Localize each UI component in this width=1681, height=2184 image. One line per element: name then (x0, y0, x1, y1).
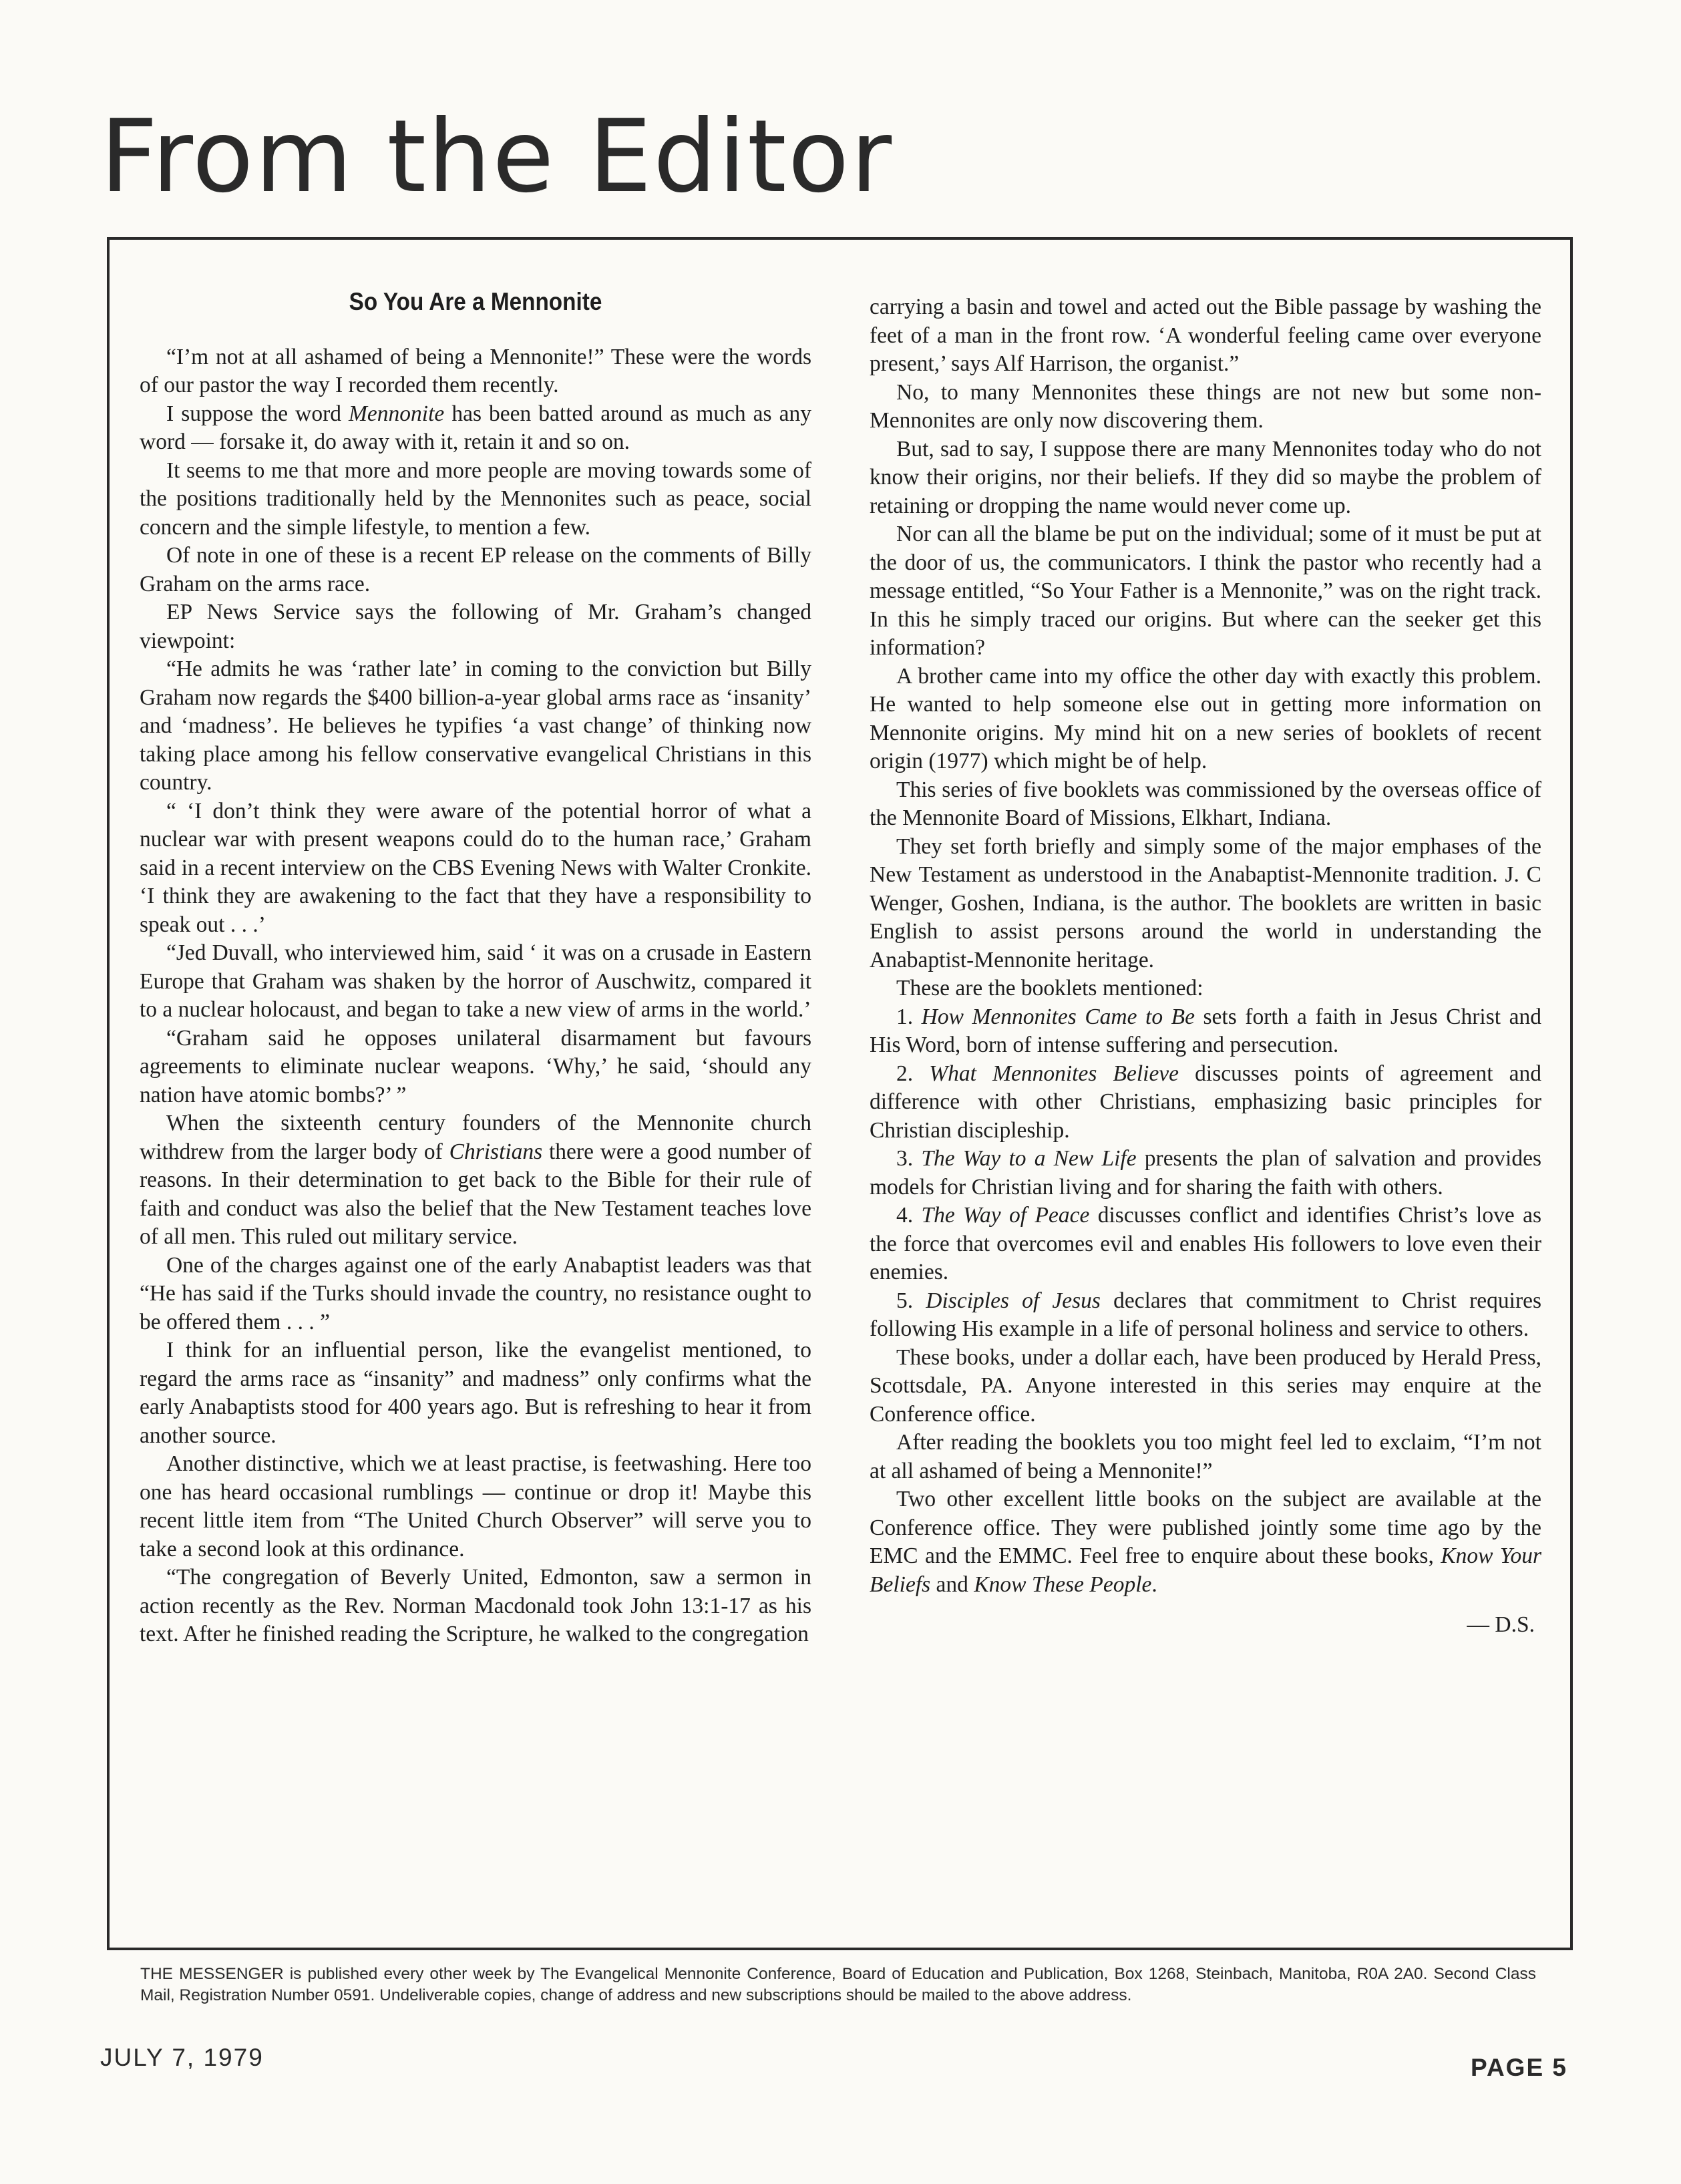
left-paragraphs (140, 343, 811, 1649)
masthead-title: From the Editor (100, 99, 894, 215)
italic-title: The Way of Peace (921, 1203, 1090, 1228)
italic-title: Mennonite (349, 401, 445, 426)
article-paragraph: It seems to me that more and more people are moving towards some of the positions traditionally held by the Mennonites such as peace, social concern and the simple lifestyle, to mention a few. (140, 458, 811, 540)
article-paragraph: “ ‘I don’t think they were aware of the potential horror of what a nuclear war with present weapons could do to the human race,’ Graham said in a recent interview on the CBS Evening News with Walter Cronkite. ‘I think they are awakening to the fact that they have a responsibility to speak out . . .’ (140, 798, 811, 937)
page-number: PAGE 5 (1471, 2054, 1567, 2081)
article-paragraph: 5. Disciples of Jesus declares that commitment to Christ requires following His example in a life of personal holiness and service to others. (870, 1288, 1542, 1341)
article-paragraph: 1. How Mennonites Came to Be sets forth a faith in Jesus Christ and His Word, born of intense suffering and persecution. (870, 1004, 1541, 1057)
italic-title: Know These People (974, 1572, 1152, 1597)
article-paragraph: 4. The Way of Peace discusses conflict and identifies Christ’s love as the force that overcomes evil and enables His followers to love even their enemies. (870, 1203, 1542, 1284)
article-paragraph: carrying a basin and towel and acted out the Bible passage by washing the feet of a man in the front row. ‘A wonderful feeling came over everyone present,’ says Alf Harrison, the organist.” (870, 295, 1541, 376)
article-paragraph: “I’m not at all ashamed of being a Mennonite!” These were the words of our pastor the way I recorded them recently. (140, 344, 811, 397)
article-paragraph: These books, under a dollar each, have been produced by Herald Press, Scottsdale, PA. Anyone interested in this series may enquire at the Conference office. (870, 1344, 1541, 1427)
article-column-right (870, 293, 1541, 1640)
italic-title: What Mennonites Believe (929, 1061, 1179, 1086)
right-paragraphs (870, 293, 1541, 1599)
publication-note: THE MESSENGER is published every other week by The Evangelical Mennonite Conference, Board of Education and Publication, Box 1268, Steinbach, Manitoba, R0A 2A0. Second Class Mail, Registration Number 0591. Undeliverable copies, change of address and new subscriptions should be mailed to the above address. (140, 1965, 1536, 2004)
article-paragraph: Another distinctive, which we at least practise, is feetwashing. Here too one has heard occasional rumblings — continue or drop it! Maybe this recent little item from “The United Church Observer” will serve you to take a second look at this ordinance. (140, 1451, 811, 1562)
article-paragraph: “Graham said he opposes unilateral disarmament but favours agreements to eliminate nuclear weapons. ‘Why,’ he said, ‘should any nation have atomic bombs?’ ” (140, 1025, 811, 1107)
article-paragraph: “The congregation of Beverly United, Edmonton, saw a sermon in action recently as the Rev. Norman Macdonald took John 13:1-17 as his text. After he finished reading the Scripture, he walked to the congregation (140, 1565, 811, 1646)
article-headline: So You Are a Mennonite (349, 288, 602, 315)
article-paragraph: I suppose the word Mennonite has been batted around as much as any word — forsake it, do away with it, retain it and so on. (140, 401, 811, 454)
article-paragraph: Of note in one of these is a recent EP release on the comments of Billy Graham on the arms race. (140, 543, 811, 596)
italic-title: Disciples of Jesus (926, 1288, 1101, 1313)
article-paragraph: 3. The Way to a New Life presents the plan of salvation and provides models for Christian living and for sharing the faith with others. (870, 1146, 1542, 1200)
article-paragraph: This series of five booklets was commissioned by the overseas office of the Mennonite Board of Missions, Elkhart, Indiana. (870, 777, 1541, 830)
italic-title: Christians (449, 1139, 543, 1164)
editorial-box (107, 237, 1573, 1950)
article-paragraph: A brother came into my office the other day with exactly this problem. He wanted to help someone else out in getting more information on Mennonite origins. My mind hit on a new series of booklets of recent origin (1977) which might be of help. (870, 663, 1541, 773)
italic-title: How Mennonites Came to Be (921, 1004, 1195, 1029)
article-paragraph: I think for an influential person, like the evangelist mentioned, to regard the arms race as “insanity” and madness” only confirms what the early Anabaptists stood for 400 years ago. But is refreshing to hear it from another source. (140, 1338, 811, 1448)
article-paragraph: EP News Service says the following of Mr. Graham’s changed viewpoint: (140, 600, 811, 653)
article-paragraph: Nor can all the blame be put on the individual; some of it must be put at the door of us, the communicators. I think the pastor who recently had a message entitled, “So Your Father is a Mennonite,” was on the right track. In this he simply traced our origins. But where can the seeker get this information? (870, 522, 1541, 660)
article-paragraph: They set forth briefly and simply some of the major emphases of the New Testament as understood in the Anabaptist-Mennonite tradition. J. C Wenger, Goshen, Indiana, is the author. The booklets are written in basic English to assist persons around the world in understanding the Anabaptist-Mennonite heritage. (870, 834, 1541, 972)
article-paragraph: After reading the booklets you too might feel led to exclaim, “I’m not at all ashamed of being a Mennonite!” (870, 1430, 1541, 1483)
article-paragraph: Two other excellent little books on the subject are available at the Conference office. They were published jointly some time ago by the EMC and the EMMC. Feel free to enquire about these books, Know Your Beliefs and Know These People. (870, 1487, 1541, 1597)
article-paragraph: 2. What Mennonites Believe discusses points of agreement and difference with other Christians, emphasizing basic principles for Christian discipleship. (870, 1061, 1541, 1143)
italic-title: The Way to a New Life (921, 1146, 1137, 1171)
article-paragraph: But, sad to say, I suppose there are many Mennonites today who do not know their origins, nor their beliefs. If they did so maybe the problem of retaining or dropping the name would never come up. (870, 436, 1541, 518)
issue-date: JULY 7, 1979 (100, 2044, 264, 2071)
article-paragraph: These are the booklets mentioned: (896, 976, 1203, 1000)
article-paragraph: “Jed Duvall, who interviewed him, said ‘ it was on a crusade in Eastern Europe that Graham was shaken by the horror of Auschwitz, compared it to a nuclear holocaust, and began to take a new view of arms in the world.’ (140, 940, 811, 1022)
article-column-left (140, 280, 811, 1649)
article-paragraph: No, to many Mennonites these things are not new but some non-Mennonites are only now discovering them. (870, 379, 1541, 433)
editor-signature: — D.S. (1467, 1612, 1535, 1637)
article-paragraph: “He admits he was ‘rather late’ in coming to the conviction but Billy Graham now regards the $400 billion-a-year global arms race as ‘insanity’ and ‘madness’. He believes he typifies ‘a vast change’ of thinking now taking place among his fellow conservative evangelical Christians in this country. (140, 657, 811, 795)
article-paragraph: When the sixteenth century founders of the Mennonite church withdrew from the larger body of Christians there were a good number of reasons. In their determination to get back to the Bible for their rule of faith and conduct was also the belief that the New Testament teaches love of all men. This ruled out military service. (140, 1111, 811, 1249)
article-paragraph: One of the charges against one of the early Anabaptist leaders was that “He has said if the Turks should invade the country, no resistance ought to be offered them . . . ” (140, 1252, 811, 1334)
italic-title: Know Your Beliefs (870, 1543, 1541, 1597)
